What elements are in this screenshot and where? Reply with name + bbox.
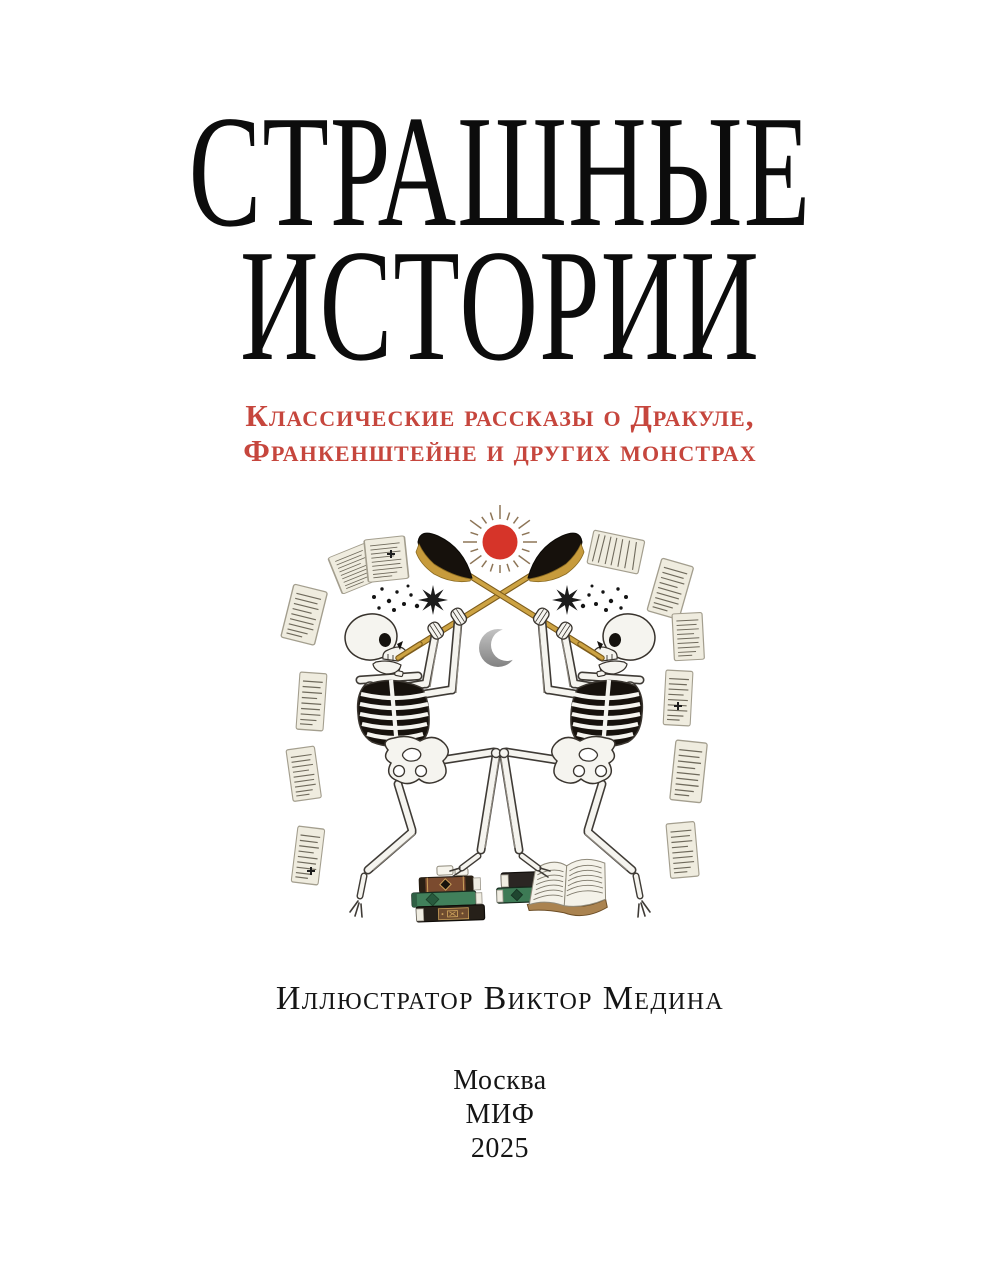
skeleton-band-illustration [270, 500, 730, 960]
imprint-year: 2025 [470, 1133, 530, 1164]
book-title-line2: ИСТОРИИ [239, 216, 761, 394]
imprint-publisher: МИФ [465, 1099, 535, 1130]
book-title [0, 82, 1000, 394]
imprint [0, 1064, 1000, 1166]
eight-point-star-icons [372, 585, 628, 616]
skeleton-figure-left [342, 606, 500, 917]
fanned-page-icon [587, 530, 645, 574]
illustration-svg [270, 500, 730, 960]
book-subtitle-line1: Классические рассказы о Дракуле, [245, 398, 755, 433]
book-subtitle [0, 398, 1000, 468]
book-subtitle-line2: Франкенштейне и других монстрах [243, 433, 757, 468]
illustrator-credit: Иллюстратор Виктор Медина [275, 980, 725, 1017]
crescent-moon-icon [479, 629, 523, 667]
book-stack-right [496, 855, 611, 921]
book-title-line1: СТРАШНЫЕ [188, 82, 812, 260]
sun-icon [463, 505, 537, 573]
book-stack-left [411, 865, 485, 922]
imprint-city: Москва [453, 1065, 547, 1096]
